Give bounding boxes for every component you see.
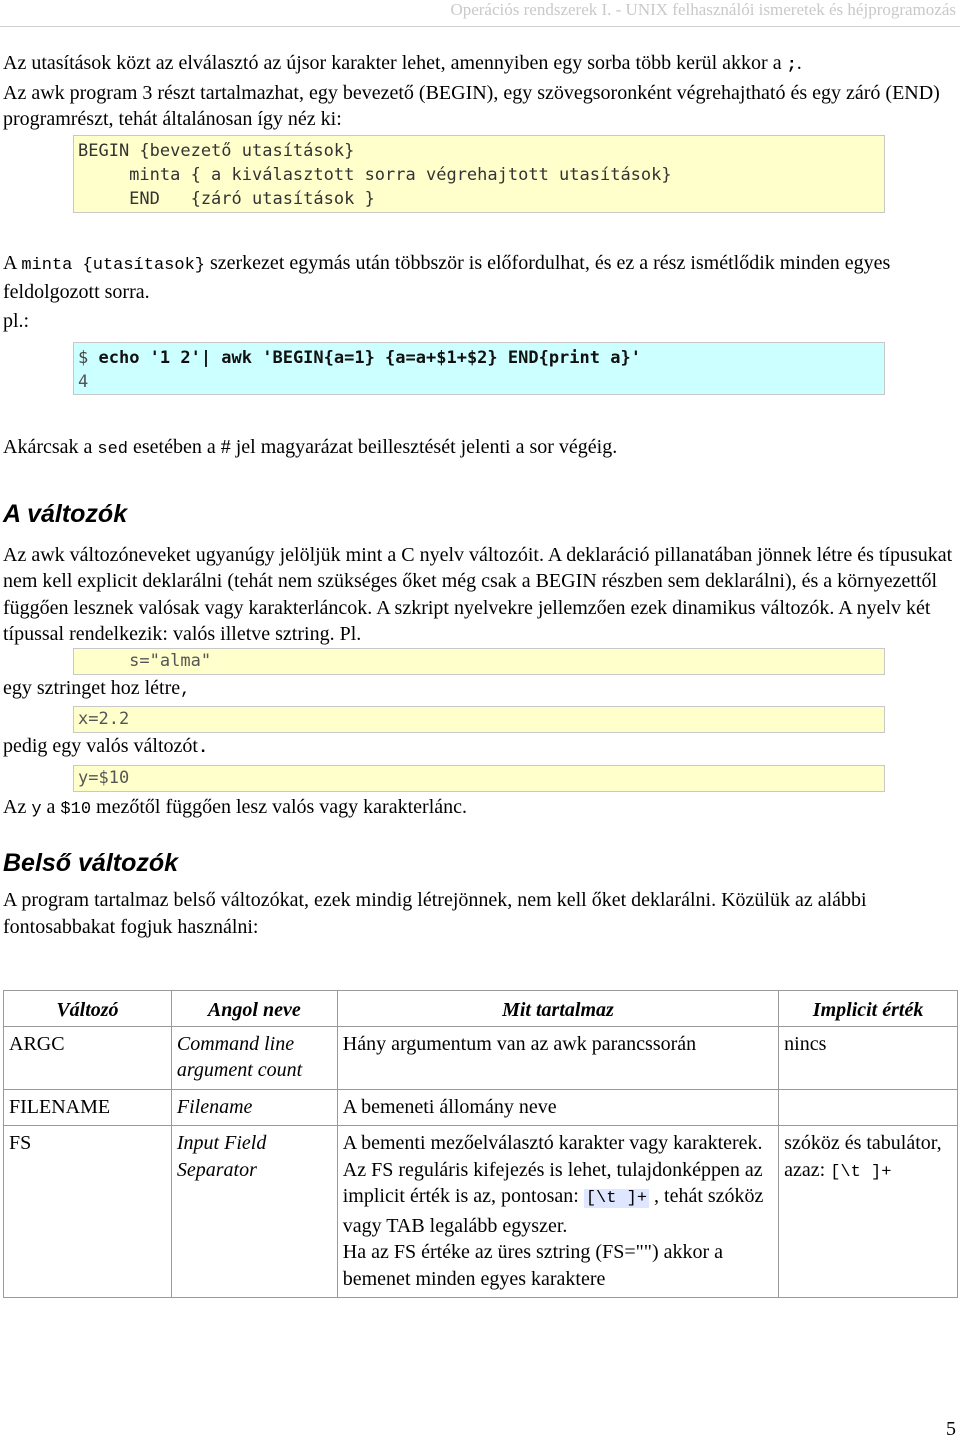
- builtin-variables-table: [3, 990, 958, 1298]
- text: A: [3, 251, 22, 274]
- builtin-paragraph: A program tartalmaz belső változókat, ezek mindig létrejönnek, nem kell őket deklarálni. Közülük az alábbi fontosabbakat fogjuk használni:: [3, 889, 867, 938]
- code: .: [197, 739, 209, 758]
- text: szerkezet egymás után többször is előfordulhat, és ez a rész ismétlődik minden egyes feldolgozott sorra.: [3, 251, 891, 303]
- cell-english-name: Input Field Separator: [171, 1126, 337, 1298]
- cell-default: [779, 1089, 958, 1126]
- column-header: Angol neve: [171, 991, 337, 1027]
- cell-variable: FS: [4, 1126, 172, 1298]
- sed-paragraph: [3, 434, 955, 464]
- code-line: [78, 346, 880, 370]
- header-divider: [0, 26, 960, 27]
- example-code-s-alma: s="alma": [73, 648, 885, 675]
- code-line: END {záró utasítások }: [78, 188, 375, 209]
- section-heading-variables: A változók: [3, 499, 128, 528]
- echo-example-code-block: [73, 342, 885, 395]
- minta-paragraph: [3, 250, 955, 306]
- intro-paragraph-1: [3, 50, 955, 80]
- text: , tehát szóköz vagy TAB legalább egyszer.: [342, 1185, 764, 1237]
- page-number: 5: [946, 1418, 956, 1440]
- cell-variable: FILENAME: [4, 1089, 172, 1126]
- minta-code: minta {utasítasok}: [21, 255, 205, 275]
- shell-command: echo '1 2'| awk 'BEGIN{a=1} {a=a+$1+$2} END{print a}': [98, 348, 641, 368]
- variables-paragraph: Az awk változóneveket ugyanúgy jelöljük mint a C nyelv változóit. A deklaráció pillanatában jönnek létre és típusukat nem kell explicit deklarálni (tehát nem szükséges őket még csak a BEGIN részben sem deklarálni), és a környezettől függően lesznek valósak vagy karakterláncok. A szkript nyelvekre jellemzően ezek dinamikus változók. A nyelv két típussal rendelkezik: valós illetve sztring. Pl.: [3, 543, 953, 645]
- text: szóköz és tabulátor, azaz:: [784, 1132, 942, 1181]
- table-row: [4, 1126, 958, 1298]
- example-code-y: y=$10: [73, 765, 885, 792]
- page-content: [3, 50, 955, 1298]
- text: Az: [3, 795, 32, 818]
- cell-description: [337, 1126, 778, 1298]
- cell-english-name: Filename: [171, 1089, 337, 1126]
- regex-code: [\t ]+: [585, 1189, 648, 1208]
- cell-default: nincs: [779, 1026, 958, 1089]
- text: a: [41, 795, 61, 818]
- regex-code: [\t ]+: [830, 1162, 892, 1182]
- section-heading-builtin: Belső változók: [3, 849, 179, 877]
- example-desc-2: [3, 733, 955, 763]
- code-line: BEGIN {bevezető utasítások}: [78, 140, 355, 161]
- pl-label: pl.:: [3, 309, 30, 332]
- table-row: [4, 1026, 958, 1089]
- table-row: [4, 1089, 958, 1126]
- sed-code: sed: [97, 440, 129, 459]
- running-header: Operációs rendszerek I. - UNIX felhasználói ismeretek és héjprogramozás: [450, 0, 956, 19]
- example-desc-3: [3, 794, 955, 824]
- text: Ha az FS értéke az üres sztring (FS="") akkor a bemenet minden egyes karaktere: [342, 1241, 724, 1290]
- code: $10: [60, 799, 92, 819]
- table-header-row: [4, 991, 958, 1027]
- column-header: Változó: [4, 991, 172, 1027]
- intro-text: Az utasítások közt az elválasztó az újsor karakter lehet, amennyiben egy sorba több kerül akkor a: [3, 52, 787, 74]
- command-output: 4: [78, 372, 89, 392]
- code-line: minta { a kiválasztott sorra végrehajtott utasítások}: [78, 164, 672, 185]
- semicolon-code: ;: [786, 56, 797, 75]
- intro-end: .: [796, 52, 802, 74]
- cell-description: A bemeneti állomány neve: [337, 1089, 778, 1126]
- cell-description: Hány argumentum van az awk parancssorán: [337, 1026, 778, 1089]
- example-code-x: x=2.2: [73, 706, 885, 733]
- text: A bementi mezőelválasztó karakter vagy karakterek. Az FS reguláris kifejezés is lehet, tulajdonképpen az implicit érték is az, pontosan:: [342, 1132, 763, 1207]
- text: pedig egy valós változót: [3, 735, 198, 757]
- text: esetében a # jel magyarázat beillesztését jelenti a sor végéig.: [128, 436, 618, 458]
- code: y: [31, 799, 42, 819]
- text: mezőtől függően lesz valós vagy karakterlánc.: [91, 795, 467, 818]
- example-desc-1: [3, 675, 955, 705]
- awk-structure-code-block: [73, 135, 885, 213]
- text: Akárcsak a: [3, 436, 98, 458]
- cell-english-name: Command line argument count: [171, 1026, 337, 1089]
- text: egy sztringet hoz létre: [3, 676, 181, 699]
- cell-default: [779, 1126, 958, 1298]
- intro-paragraph-2: Az awk program 3 részt tartalmazhat, egy bevezető (BEGIN), egy szövegsoronként végrehajtható és egy záró (END) programrészt, tehát általánosan így néz ki:: [3, 81, 940, 130]
- column-header: Mit tartalmaz: [337, 991, 778, 1027]
- column-header: Implicit érték: [779, 991, 958, 1027]
- cell-variable: ARGC: [4, 1026, 172, 1089]
- shell-prompt: $: [78, 348, 99, 368]
- code: ,: [180, 680, 191, 700]
